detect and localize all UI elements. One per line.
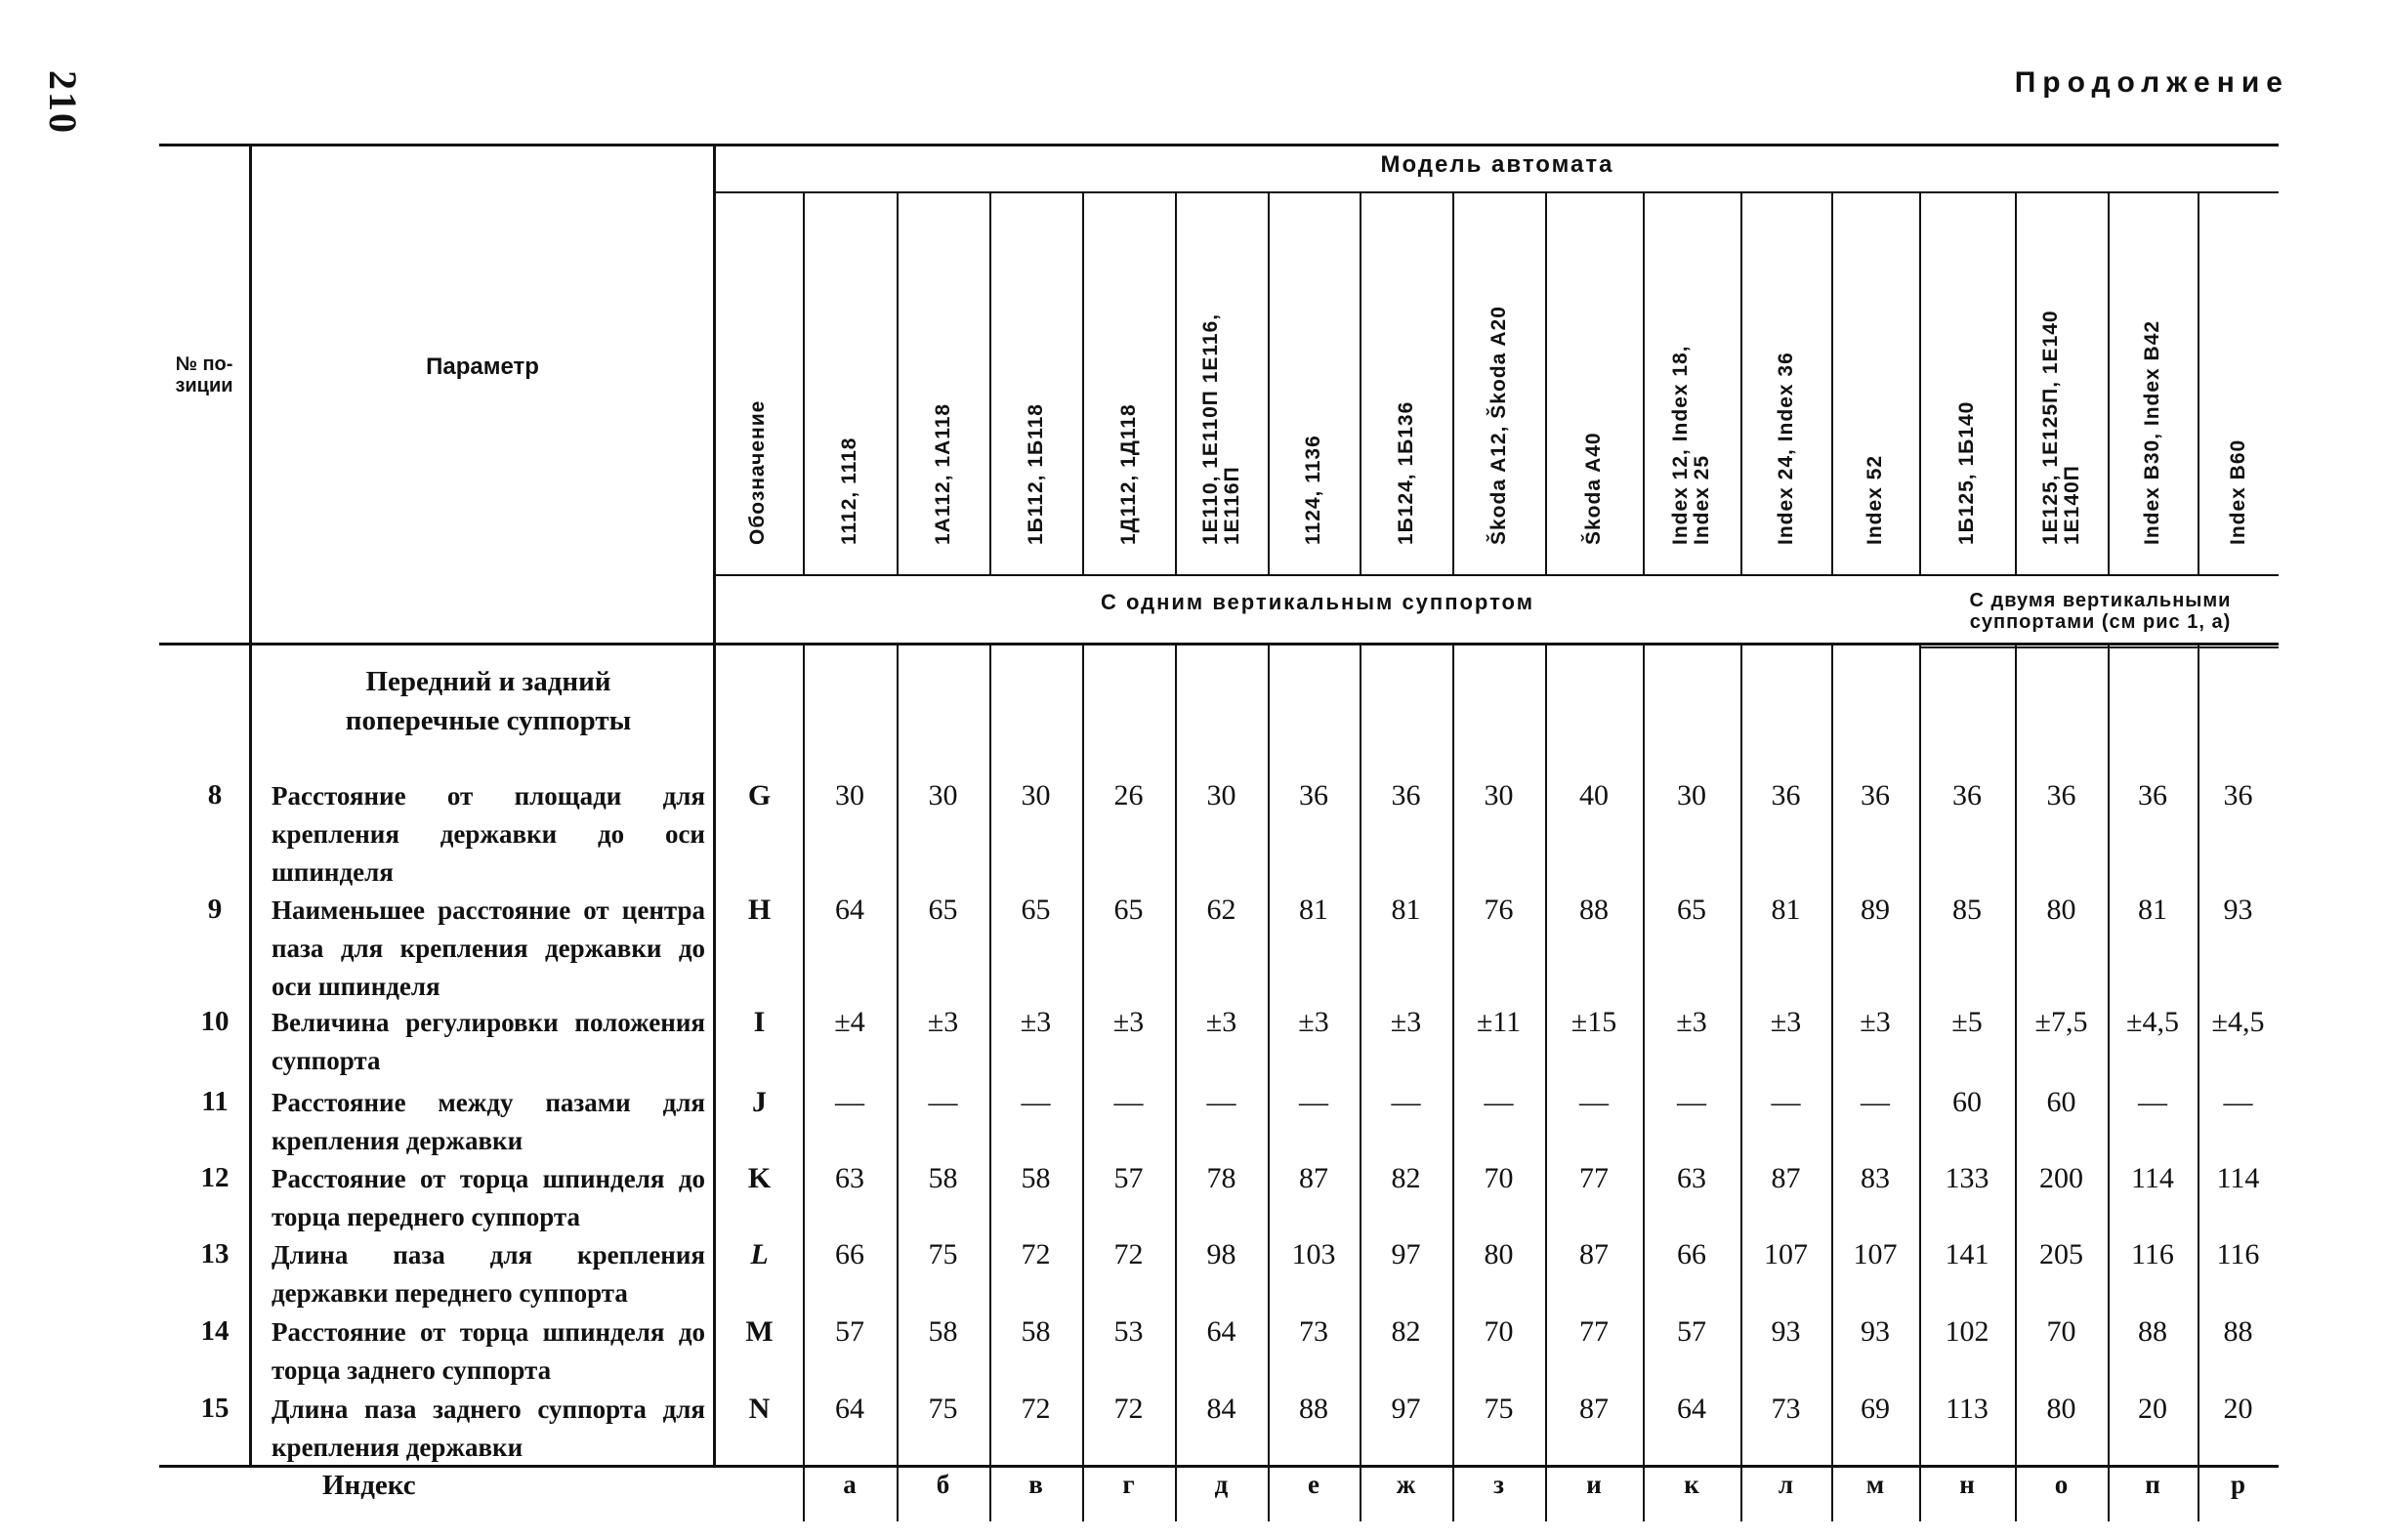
table-cell: 93 bbox=[1771, 1315, 1801, 1348]
table-cell: 98 bbox=[1206, 1238, 1236, 1270]
table-cell: 65 bbox=[1021, 894, 1051, 926]
table-cell: 58 bbox=[928, 1315, 958, 1348]
table-cell: 20 bbox=[2223, 1393, 2253, 1425]
table-cell: 36 bbox=[1299, 779, 1328, 812]
index-cell: е bbox=[1308, 1470, 1319, 1499]
table-cell: ±15 bbox=[1570, 1006, 1617, 1038]
table-cell: 40 bbox=[1579, 779, 1609, 812]
model-header-12: Index 52 bbox=[1864, 454, 1886, 545]
table-cell: 88 bbox=[2223, 1315, 2253, 1348]
table-cell: — bbox=[1021, 1086, 1051, 1118]
table-cell: 36 bbox=[1952, 779, 1982, 812]
table-cell: ±4,5 bbox=[2126, 1006, 2179, 1038]
row-parameter: Наименьшее расстояние от центра паза для крепления державки до оси шпинделя bbox=[272, 895, 705, 1001]
index-cell: д bbox=[1214, 1470, 1229, 1499]
position-header: № по- зиции bbox=[175, 354, 233, 396]
table-cell: 64 bbox=[1206, 1315, 1236, 1348]
table-cell: — bbox=[2138, 1086, 2167, 1118]
table-cell: 36 bbox=[2046, 779, 2076, 812]
index-cell: б bbox=[936, 1470, 950, 1499]
table-cell: ±3 bbox=[1298, 1006, 1329, 1038]
table-cell: 81 bbox=[1299, 894, 1328, 926]
table-cell: ±3 bbox=[1205, 1006, 1237, 1038]
table-cell: 72 bbox=[1113, 1238, 1144, 1270]
row-parameter: Величина регулировки положения суппорта bbox=[272, 1008, 705, 1075]
row-position: 11 bbox=[201, 1086, 229, 1117]
row-designation: H bbox=[747, 894, 772, 926]
model-header-1: 1112, 1118 bbox=[838, 437, 860, 545]
table-cell: 73 bbox=[1771, 1393, 1801, 1425]
table-cell: 84 bbox=[1206, 1393, 1236, 1425]
table-cell: 103 bbox=[1291, 1238, 1336, 1270]
table-cell: ±4,5 bbox=[2211, 1006, 2265, 1038]
table-cell: 200 bbox=[2039, 1162, 2083, 1194]
table-cell: 107 bbox=[1853, 1238, 1898, 1270]
table-cell: 70 bbox=[1484, 1315, 1514, 1348]
table-cell: 87 bbox=[1579, 1238, 1609, 1270]
model-header-16: Index B60 bbox=[2226, 438, 2249, 545]
table-cell: 60 bbox=[2046, 1086, 2076, 1118]
row-designation: L bbox=[750, 1238, 769, 1270]
table-cell: 20 bbox=[2138, 1393, 2167, 1425]
model-header-5: 1Е110, 1Е110П 1Е116, 1Е116П bbox=[1198, 312, 1243, 545]
index-cell: г bbox=[1122, 1470, 1135, 1499]
table-cell: 81 bbox=[2138, 894, 2167, 926]
table-cell: 77 bbox=[1579, 1315, 1609, 1348]
table-cell: ±3 bbox=[1860, 1006, 1891, 1038]
table-cell: — bbox=[1677, 1086, 1706, 1118]
table-cell: 97 bbox=[1391, 1238, 1421, 1270]
model-header-15: Index B30, Index B42 bbox=[2141, 319, 2163, 545]
model-header-3: 1Б112, 1Б118 bbox=[1024, 403, 1047, 545]
table-cell: 69 bbox=[1861, 1393, 1890, 1425]
row-designation: I bbox=[753, 1006, 766, 1038]
row-position: 14 bbox=[200, 1315, 230, 1347]
row-parameter: Длина паза заднего суппорта для крепления державки bbox=[272, 1394, 705, 1462]
row-position: 9 bbox=[207, 894, 223, 925]
table-cell: 75 bbox=[928, 1238, 958, 1270]
table-cell: 72 bbox=[1021, 1238, 1051, 1270]
table-cell: 87 bbox=[1771, 1162, 1801, 1194]
index-cell: в bbox=[1028, 1470, 1043, 1499]
table-cell: 81 bbox=[1771, 894, 1801, 926]
table-cell: 65 bbox=[1677, 894, 1706, 926]
index-cell: з bbox=[1493, 1470, 1504, 1499]
index-cell: м bbox=[1865, 1470, 1885, 1499]
row-parameter: Расстояние от площади для крепления державки до оси шпинделя bbox=[272, 781, 705, 887]
model-header-6: 1124, 1136 bbox=[1302, 435, 1324, 545]
table-cell: 57 bbox=[1113, 1162, 1144, 1194]
index-cell: и bbox=[1586, 1470, 1602, 1499]
table-cell: ±3 bbox=[1770, 1006, 1802, 1038]
index-cell: а bbox=[843, 1470, 857, 1499]
table-cell: ±5 bbox=[1951, 1006, 1983, 1038]
table-cell: 93 bbox=[1861, 1315, 1890, 1348]
index-cell: о bbox=[2054, 1470, 2069, 1499]
table-cell: 64 bbox=[835, 894, 864, 926]
model-header-14: 1Е125, 1Е125П, 1Е140 1Е140П bbox=[2038, 310, 2083, 545]
section-title: Передний и задний поперечные суппорты bbox=[345, 666, 632, 736]
table-cell: 205 bbox=[2039, 1238, 2083, 1270]
continuation-label: Продолжение bbox=[2014, 66, 2289, 99]
table-cell: 80 bbox=[2046, 894, 2076, 926]
row-designation: K bbox=[747, 1162, 772, 1194]
table-cell: 93 bbox=[2223, 894, 2253, 926]
table-cell: 87 bbox=[1579, 1393, 1609, 1425]
row-designation: M bbox=[745, 1315, 774, 1348]
table-cell: 76 bbox=[1484, 894, 1514, 926]
table-cell: 30 bbox=[1021, 779, 1051, 812]
table-cell: — bbox=[1861, 1086, 1890, 1118]
designation-header: Обозначение bbox=[746, 399, 769, 545]
row-position: 12 bbox=[200, 1162, 230, 1193]
table-cell: 80 bbox=[2046, 1393, 2076, 1425]
table-cell: — bbox=[2223, 1086, 2253, 1118]
table-cell: 73 bbox=[1299, 1315, 1328, 1348]
index-cell: л bbox=[1778, 1470, 1794, 1499]
table-cell: 114 bbox=[2131, 1162, 2174, 1194]
table-cell: — bbox=[928, 1086, 958, 1118]
row-designation: G bbox=[747, 779, 772, 812]
model-header-11: Index 24, Index 36 bbox=[1774, 352, 1797, 545]
table-cell: ±4 bbox=[834, 1006, 865, 1038]
table-cell: ±3 bbox=[1112, 1006, 1145, 1038]
model-header-7: 1Б124, 1Б136 bbox=[1394, 400, 1417, 545]
model-header-10: Index 12, Index 18, Index 25 bbox=[1669, 345, 1713, 545]
table-cell: — bbox=[1579, 1086, 1609, 1118]
table-cell: 65 bbox=[1113, 894, 1144, 926]
table-cell: 88 bbox=[2138, 1315, 2167, 1348]
table-cell: — bbox=[1391, 1086, 1421, 1118]
index-label: Индекс bbox=[322, 1470, 416, 1501]
table-cell: 113 bbox=[1946, 1393, 1989, 1425]
model-header-13: 1Б125, 1Б140 bbox=[1955, 400, 1978, 545]
table-cell: 83 bbox=[1861, 1162, 1890, 1194]
group-single-header: С одним вертикальным суппортом bbox=[1101, 590, 1534, 614]
table-cell: 64 bbox=[1677, 1393, 1706, 1425]
model-header-2: 1А112, 1А118 bbox=[931, 402, 954, 545]
table-cell: 30 bbox=[1484, 779, 1514, 812]
table-cell: 63 bbox=[835, 1162, 864, 1194]
table-cell: — bbox=[1771, 1086, 1801, 1118]
table-cell: 66 bbox=[835, 1238, 864, 1270]
table-cell: 133 bbox=[1945, 1162, 1989, 1194]
table-cell: 82 bbox=[1391, 1162, 1421, 1194]
table-cell: 88 bbox=[1299, 1393, 1328, 1425]
index-cell: п bbox=[2145, 1470, 2160, 1499]
table-cell: 58 bbox=[1021, 1162, 1051, 1194]
table-cell: 65 bbox=[928, 894, 958, 926]
row-position: 10 bbox=[200, 1006, 230, 1037]
model-header-4: 1Д112, 1Д118 bbox=[1116, 403, 1140, 545]
table-cell: 60 bbox=[1952, 1086, 1982, 1118]
model-header-9: Škoda A40 bbox=[1582, 432, 1605, 545]
row-parameter: Расстояние от торца шпинделя до торца переднего суппорта bbox=[272, 1164, 705, 1231]
table-cell: 30 bbox=[1677, 779, 1706, 812]
model-header-8: Škoda A12, Škoda A20 bbox=[1487, 306, 1510, 545]
table-cell: 107 bbox=[1764, 1238, 1808, 1270]
table-cell: 62 bbox=[1206, 894, 1236, 926]
row-position: 15 bbox=[200, 1393, 230, 1424]
table-cell: ±7,5 bbox=[2034, 1006, 2088, 1038]
table-cell: — bbox=[1206, 1086, 1236, 1118]
table-cell: 72 bbox=[1113, 1393, 1144, 1425]
table-cell: — bbox=[1299, 1086, 1328, 1118]
table-cell: 30 bbox=[928, 779, 958, 812]
table-cell: ±3 bbox=[1676, 1006, 1707, 1038]
table-cell: 72 bbox=[1021, 1393, 1051, 1425]
table-cell: 64 bbox=[835, 1393, 864, 1425]
table-cell: — bbox=[835, 1086, 864, 1118]
table-cell: ±11 bbox=[1476, 1006, 1522, 1038]
row-parameter: Расстояние между пазами для крепления державки bbox=[272, 1088, 705, 1155]
table-cell: 26 bbox=[1113, 779, 1144, 812]
table-cell: 53 bbox=[1113, 1315, 1144, 1348]
index-cell: ж bbox=[1396, 1470, 1416, 1499]
table-cell: 78 bbox=[1206, 1162, 1236, 1194]
index-cell: н bbox=[1959, 1470, 1975, 1499]
table-cell: 114 bbox=[2216, 1162, 2260, 1194]
table-cell: 75 bbox=[928, 1393, 958, 1425]
table-cell: ±3 bbox=[1020, 1006, 1052, 1038]
table-cell: — bbox=[1484, 1086, 1514, 1118]
group-double-header: С двумя вертикальными суппортами (см рис 1, а) bbox=[1969, 590, 2232, 633]
table-cell: 70 bbox=[2046, 1315, 2076, 1348]
table-cell: 36 bbox=[2138, 779, 2167, 812]
parameter-header: Параметр bbox=[426, 354, 539, 380]
table-cell: 97 bbox=[1391, 1393, 1421, 1425]
table-cell: 36 bbox=[1391, 779, 1421, 812]
table-cell: 63 bbox=[1677, 1162, 1706, 1194]
row-parameter: Расстояние от торца шпинделя до торца заднего суппорта bbox=[272, 1317, 705, 1385]
row-designation: J bbox=[752, 1086, 767, 1118]
table-cell: 30 bbox=[835, 779, 864, 812]
table-cell: 80 bbox=[1484, 1238, 1514, 1270]
table-cell: 141 bbox=[1945, 1238, 1989, 1270]
table-cell: ±3 bbox=[927, 1006, 959, 1038]
table-cell: 36 bbox=[2223, 779, 2253, 812]
table-cell: 85 bbox=[1952, 894, 1982, 926]
row-position: 13 bbox=[200, 1238, 230, 1269]
table-cell: — bbox=[1113, 1086, 1144, 1118]
table-cell: 88 bbox=[1579, 894, 1609, 926]
index-cell: к bbox=[1684, 1470, 1699, 1499]
table-cell: 116 bbox=[2216, 1238, 2260, 1270]
table-cell: 66 bbox=[1677, 1238, 1706, 1270]
table-cell: 75 bbox=[1484, 1393, 1514, 1425]
index-cell: р bbox=[2230, 1470, 2246, 1499]
page-number: 210 bbox=[41, 70, 85, 135]
table-cell: 82 bbox=[1391, 1315, 1421, 1348]
table-cell: 70 bbox=[1484, 1162, 1514, 1194]
table-cell: 36 bbox=[1771, 779, 1801, 812]
table-cell: ±3 bbox=[1390, 1006, 1422, 1038]
table-cell: 58 bbox=[928, 1162, 958, 1194]
table-cell: 77 bbox=[1579, 1162, 1609, 1194]
model-header: Модель автомата bbox=[1380, 151, 1614, 178]
row-designation: N bbox=[748, 1393, 771, 1425]
row-parameter: Длина паза для крепления державки переднего суппорта bbox=[272, 1240, 705, 1308]
table-cell: 58 bbox=[1021, 1315, 1051, 1348]
table-cell: 102 bbox=[1945, 1315, 1989, 1348]
table-cell: 116 bbox=[2131, 1238, 2174, 1270]
table-cell: 81 bbox=[1391, 894, 1421, 926]
table-cell: 36 bbox=[1861, 779, 1890, 812]
table-cell: 57 bbox=[835, 1315, 864, 1348]
table-cell: 57 bbox=[1677, 1315, 1706, 1348]
row-position: 8 bbox=[207, 779, 223, 811]
table-cell: 30 bbox=[1206, 779, 1236, 812]
table-cell: 87 bbox=[1299, 1162, 1328, 1194]
table-cell: 89 bbox=[1861, 894, 1890, 926]
